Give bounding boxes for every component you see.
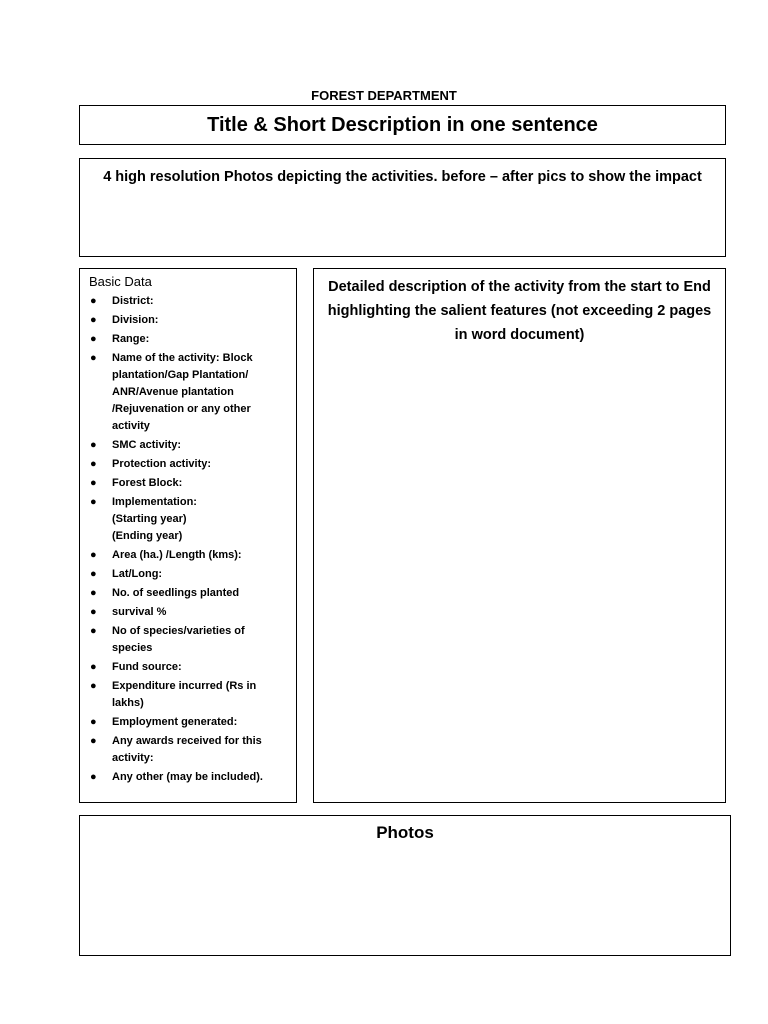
basic-data-item-label: Division: bbox=[112, 314, 159, 326]
basic-data-item-label: survival % bbox=[112, 606, 167, 618]
bullet-icon: ● bbox=[90, 587, 97, 599]
basic-data-item-label: Fund source: bbox=[112, 661, 182, 673]
basic-data-item bbox=[80, 566, 296, 583]
detailed-description-box bbox=[313, 268, 726, 803]
form-title: Title & Short Description in one sentence bbox=[207, 113, 598, 136]
department-heading: FOREST DEPARTMENT bbox=[311, 88, 457, 103]
basic-data-item-label: Any awards received for this activity: bbox=[112, 735, 262, 764]
basic-data-item-label: Any other (may be included). bbox=[112, 771, 263, 783]
basic-data-item bbox=[80, 293, 296, 310]
basic-data-item-label: SMC activity: bbox=[112, 439, 182, 451]
basic-data-item bbox=[80, 678, 296, 712]
bullet-icon: ● bbox=[90, 295, 97, 307]
bullet-icon: ● bbox=[90, 661, 97, 673]
basic-data-item-label: Lat/Long: bbox=[112, 568, 163, 580]
photos-instruction-box bbox=[79, 158, 726, 257]
basic-data-item-label: Forest Block: bbox=[112, 477, 183, 489]
photos-instruction-text: 4 high resolution Photos depicting the activities. before – after pics to show the impact bbox=[103, 169, 702, 185]
basic-data-item bbox=[80, 456, 296, 473]
basic-data-item-label: Expenditure incurred (Rs in lakhs) bbox=[112, 680, 257, 709]
bullet-icon: ● bbox=[90, 458, 97, 470]
title-box bbox=[79, 105, 726, 145]
basic-data-item bbox=[80, 604, 296, 621]
basic-data-item bbox=[80, 475, 296, 492]
basic-data-item bbox=[80, 494, 296, 545]
bullet-icon: ● bbox=[90, 352, 97, 364]
bullet-icon: ● bbox=[90, 735, 97, 747]
bullet-icon: ● bbox=[90, 477, 97, 489]
basic-data-box bbox=[79, 268, 297, 803]
basic-data-item bbox=[80, 623, 296, 657]
basic-data-list bbox=[80, 293, 296, 788]
bullet-icon: ● bbox=[90, 716, 97, 728]
bullet-icon: ● bbox=[90, 680, 97, 692]
basic-data-item-label: Name of the activity: Block plantation/Gap Plantation/ ANR/Avenue plantation /Rejuvenation or any other activity bbox=[112, 352, 253, 432]
bullet-icon: ● bbox=[90, 625, 97, 637]
basic-data-item-label: No of species/varieties of species bbox=[112, 625, 245, 654]
bullet-icon: ● bbox=[90, 314, 97, 326]
basic-data-item bbox=[80, 733, 296, 767]
photos-section-label: Photos bbox=[376, 823, 434, 842]
bullet-icon: ● bbox=[90, 771, 97, 783]
basic-data-item-label: Range: bbox=[112, 333, 150, 345]
basic-data-item bbox=[80, 437, 296, 454]
basic-data-item-label: Protection activity: bbox=[112, 458, 212, 470]
bullet-icon: ● bbox=[90, 333, 97, 345]
basic-data-item bbox=[80, 585, 296, 602]
basic-data-subitem: (Ending year) bbox=[112, 530, 183, 542]
bullet-icon: ● bbox=[90, 568, 97, 580]
bullet-icon: ● bbox=[90, 439, 97, 451]
detailed-description-text: Detailed description of the activity from the start to End highlighting the salient features (not exceeding 2 pages in word document) bbox=[327, 279, 712, 343]
bullet-icon: ● bbox=[90, 549, 97, 561]
basic-data-item-label: No. of seedlings planted bbox=[112, 587, 240, 599]
basic-data-item-label: Employment generated: bbox=[112, 716, 238, 728]
basic-data-item bbox=[80, 714, 296, 731]
bullet-icon: ● bbox=[90, 496, 97, 508]
basic-data-subitem: (Starting year) bbox=[112, 513, 187, 525]
photos-section-box bbox=[79, 815, 731, 956]
basic-data-item-label: District: bbox=[112, 295, 154, 307]
basic-data-heading: Basic Data bbox=[89, 274, 152, 289]
basic-data-item bbox=[80, 350, 296, 435]
basic-data-item bbox=[80, 547, 296, 564]
bullet-icon: ● bbox=[90, 606, 97, 618]
basic-data-item bbox=[80, 659, 296, 676]
basic-data-item-label: Implementation: bbox=[112, 496, 197, 508]
basic-data-item bbox=[80, 769, 296, 786]
basic-data-item-label: Area (ha.) /Length (kms): bbox=[112, 549, 242, 561]
basic-data-item bbox=[80, 312, 296, 329]
basic-data-item bbox=[80, 331, 296, 348]
